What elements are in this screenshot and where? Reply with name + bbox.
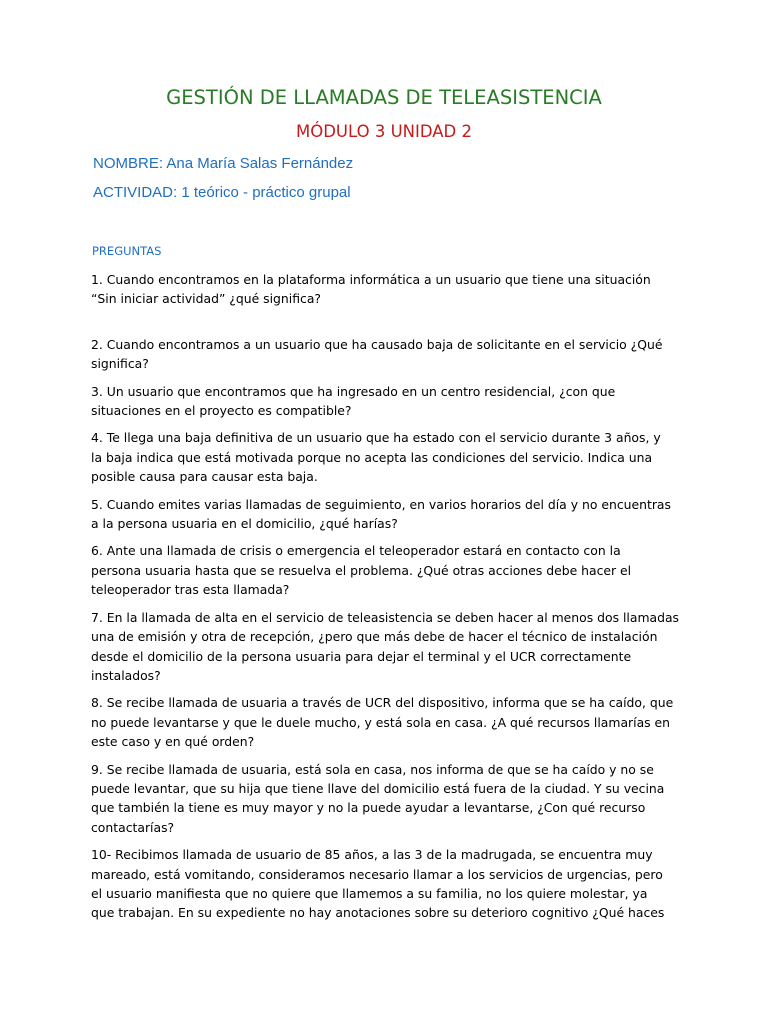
document-title: GESTIÓN DE LLAMADAS DE TELEASISTENCIA [166,86,602,109]
question-9 [91,760,691,838]
question-10 [91,845,691,923]
question-line: que trabajan. En su expediente no hay anotaciones sobre su deterioro cognitivo ¿Qué haces [91,905,665,921]
question-4 [91,428,691,486]
question-line: 8. Se recibe llamada de usuaria a través de UCR del dispositivo, informa que se ha caído, que [91,695,674,711]
question-3 [91,382,691,421]
question-line: que también la tiene es muy mayor y no la puede ayudar a levantarse, ¿Con qué recurso [91,800,646,816]
question-line: puede levantar, que su hija que tiene llave del domicilio está fuera de la ciudad. Y su vecina [91,780,665,796]
question-line: situaciones en el proyecto es compatible? [91,403,352,419]
question-line: 3. Un usuario que encontramos que ha ingresado en un centro residencial, ¿con que [91,383,616,399]
question-line: 10- Recibimos llamada de usuario de 85 años, a las 3 de la madrugada, se encuentra muy [91,847,653,863]
question-line: posible causa para causar esta baja. [91,469,318,485]
question-8 [91,693,691,751]
document-subtitle: MÓDULO 3 UNIDAD 2 [295,122,473,141]
activity-line: ACTIVIDAD: 1 teórico - práctico grupal [93,184,351,201]
question-line: una de emisión y otra de recepción, ¿pero que más debe de hacer el técnico de instalación [91,629,658,645]
question-line: significa? [91,356,149,372]
question-line: a la persona usuaria en el domicilio, ¿qué harías? [91,516,398,532]
question-line: desde el domicilio de la persona usuaria para dejar el terminal y el UCR correctamente [91,648,632,664]
question-line: no puede levantarse y que le duele mucho, y está sola en casa. ¿A qué recursos llamarías en [91,714,671,730]
question-6 [91,541,691,599]
question-line: 4. Te llega una baja definitiva de un usuario que ha estado con el servicio durante 3 años, y [91,430,661,446]
question-line: “Sin iniciar actividad” ¿qué significa? [91,291,322,307]
question-line: 5. Cuando emites varias llamadas de seguimiento, en varios horarios del día y no encuentras [91,496,671,512]
question-line: teleoperador tras esta llamada? [91,582,290,598]
question-line: persona usuaria hasta que se resuelva el problema. ¿Qué otras acciones debe hacer el [91,562,632,578]
question-5 [91,495,691,534]
question-line: 6. Ante una llamada de crisis o emergencia el teleoperador estará en contacto con la [91,543,621,559]
question-line: el usuario manifiesta que no quiere que llamemos a su familia, no los quiere molestar, ya [91,885,648,901]
question-line: este caso y en qué orden? [91,734,255,750]
question-line: instalados? [91,667,161,683]
question-line: 2. Cuando encontramos a un usuario que ha causado baja de solicitante en el servicio ¿Qué [91,336,663,352]
student-name: NOMBRE: Ana María Salas Fernández [93,155,354,172]
question-line: contactarías? [91,819,175,835]
question-7 [91,608,691,686]
question-line: mareado, está vomitando, consideramos necesario llamar a los servicios de urgencias, pero [91,866,663,882]
question-1 [91,270,691,309]
question-line: 1. Cuando encontramos en la plataforma informática a un usuario que tiene una situación [91,272,651,287]
question-list [91,270,691,923]
question-line: 7. En la llamada de alta en el servicio de teleasistencia se deben hacer al menos dos llamadas [91,609,680,625]
section-heading: PREGUNTAS [92,244,162,258]
question-2 [91,335,691,374]
question-line: 9. Se recibe llamada de usuaria, está sola en casa, nos informa de que se ha caído y no se [91,761,654,777]
question-line: la baja indica que está motivada porque no acepta las condiciones del servicio. Indica una [91,449,653,465]
